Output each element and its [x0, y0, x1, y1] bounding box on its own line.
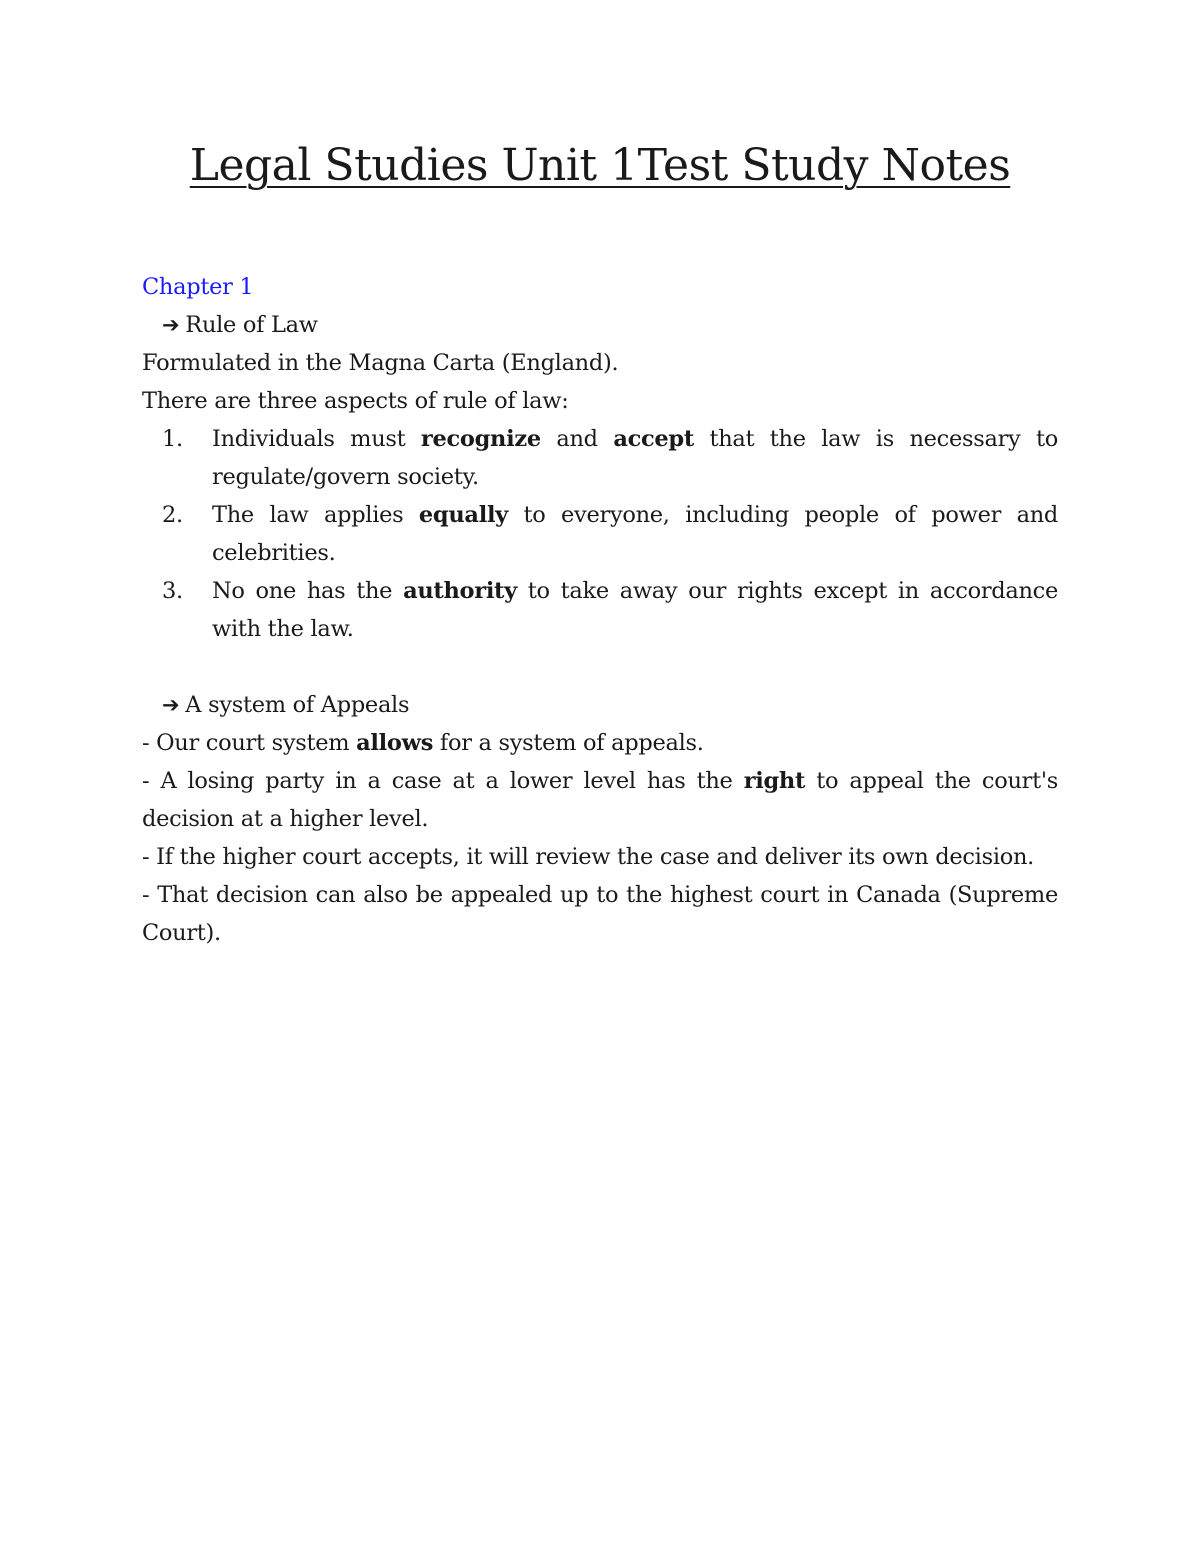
- appeal-point: [142, 838, 1058, 876]
- point-text: to appeal the court's decision at a higher level.: [142, 768, 1059, 832]
- point-bold-text: right: [743, 768, 806, 794]
- page-title: Legal Studies Unit 1Test Study Notes: [189, 140, 1011, 191]
- appeal-point: [142, 876, 1058, 952]
- list-number: 1.: [162, 426, 183, 452]
- list-number: 2.: [162, 502, 183, 528]
- section-heading-rule-of-law: [142, 306, 1058, 344]
- list-item: [142, 572, 1058, 648]
- section-heading-text: A system of Appeals: [185, 692, 410, 718]
- magna-carta-line: Formulated in the Magna Carta (England).: [142, 350, 619, 376]
- appeal-point: [142, 724, 1058, 762]
- point-text: - A losing party in a case at a lower level has the: [142, 768, 744, 794]
- notes-body: [142, 268, 1058, 952]
- item-bold-text: equally: [418, 502, 508, 528]
- point-text: - If the higher court accepts, it will review the case and deliver its own decision.: [142, 844, 1035, 870]
- item-bold-text: authority: [403, 578, 517, 604]
- point-text: - Our court system: [142, 730, 357, 756]
- list-item: [142, 420, 1058, 496]
- arrow-right-icon: ➔: [162, 313, 180, 337]
- item-text: to everyone, including people of power and celebrities.: [212, 502, 1058, 566]
- list-item: [142, 496, 1058, 572]
- item-text: and: [540, 426, 614, 452]
- item-bold-text: recognize: [420, 426, 541, 452]
- list-number: 3.: [162, 578, 183, 604]
- three-aspects-line: There are three aspects of rule of law:: [142, 388, 569, 414]
- section-heading-text: Rule of Law: [185, 312, 318, 338]
- blank-line: [142, 648, 1058, 686]
- chapter-heading: Chapter 1: [142, 274, 254, 300]
- aspects-list: [142, 420, 1058, 648]
- point-bold-text: allows: [356, 730, 434, 756]
- item-bold-text: accept: [613, 426, 694, 452]
- section-heading-appeals: [142, 686, 1058, 724]
- point-text: - That decision can also be appealed up to the highest court in Canada (Supreme Court).: [142, 882, 1058, 946]
- item-text: that the law is necessary to regulate/govern society.: [212, 426, 1058, 490]
- point-text: for a system of appeals.: [433, 730, 704, 756]
- item-text: Individuals must: [212, 426, 421, 452]
- arrow-right-icon: ➔: [162, 693, 180, 717]
- appeal-point: [142, 762, 1058, 838]
- item-text: The law applies: [212, 502, 419, 528]
- item-text: No one has the: [212, 578, 404, 604]
- item-text: to take away our rights except in accordance with the law.: [212, 578, 1058, 642]
